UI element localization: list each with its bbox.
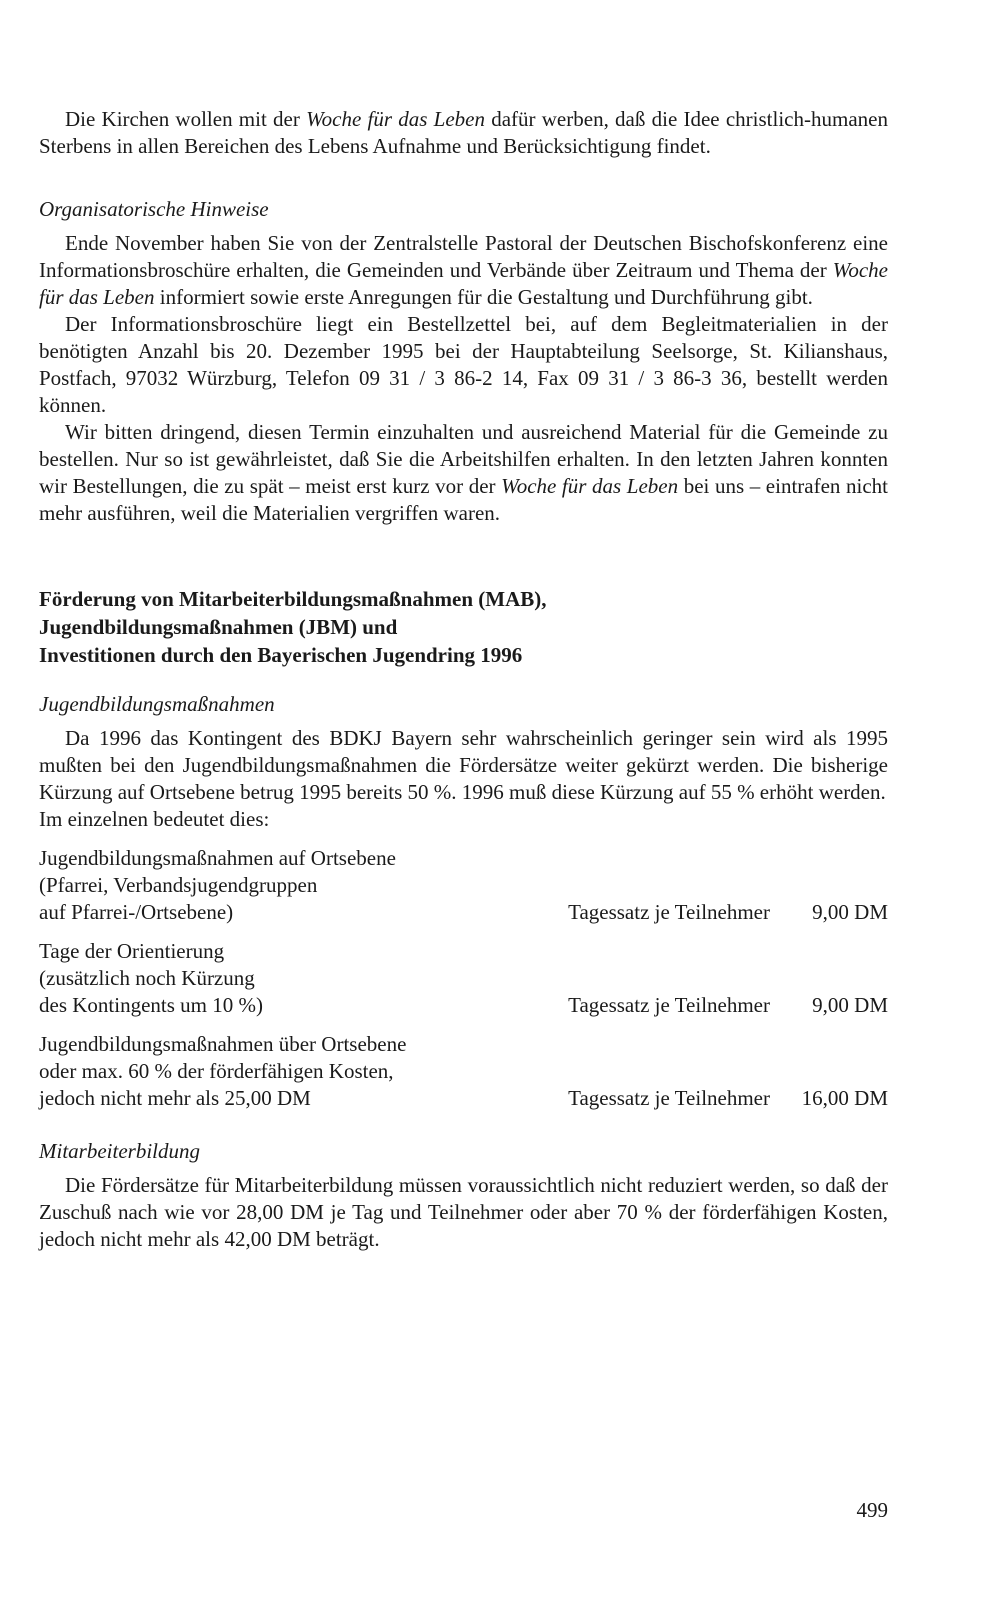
org-paragraph-1: Ende November haben Sie von der Zentralstelle Pastoral der Deutschen Bischofskonferenz eine Informationsbroschüre erhalten, die Gemeinden und Verbände über Zeitraum und Thema der Woche für das Leben informiert sowie erste Anregungen für die Gestaltung und Durchführung gibt. <box>39 231 888 309</box>
rate-row <box>39 1031 888 1112</box>
section-title: Förderung von Mitarbeiterbildungsmaßnahmen (MAB), Jugendbildungsmaßnahmen (JBM) und Investitionen durch den Bayerischen Jugendring 1996 <box>39 587 547 667</box>
emphasis-woche: Woche für das Leben <box>39 258 888 309</box>
emphasis-woche: Woche für das Leben <box>306 107 485 131</box>
rate-label: Tagessatz je Teilnehmer <box>568 1086 770 1110</box>
rate-label: Tagessatz je Teilnehmer <box>568 993 770 1017</box>
section-subheading-jbm: Jugendbildungsmaßnahmen <box>39 692 275 716</box>
rate-row <box>39 845 888 926</box>
rate-amount: 9,00 DM <box>812 993 888 1017</box>
jbm-paragraph-1: Da 1996 das Kontingent des BDKJ Bayern sehr wahrscheinlich geringer sein wird als 1995 mußten bei den Jugendbildungsmaßnahmen die Fördersätze weiter gekürzt werden. Die bisherige Kürzung auf Ortsebene betrug 1995 bereits 50 %. 1996 muß diese Kürzung auf 55 % erhöht werden. <box>39 726 888 804</box>
rate-value <box>568 1085 888 1112</box>
mab-paragraph: Die Fördersätze für Mitarbeiterbildung müssen voraussichtlich nicht reduziert werden, so daß der Zuschuß nach wie vor 28,00 DM je Tag und Teilnehmer oder aber 70 % der förderfähigen Kosten, jedoch nicht mehr als 42,00 DM beträgt. <box>39 1173 888 1251</box>
document-page <box>39 106 888 1253</box>
rate-value <box>568 899 888 926</box>
rate-value <box>568 992 888 1019</box>
rate-amount: 9,00 DM <box>812 900 888 924</box>
rate-label: Tagessatz je Teilnehmer <box>568 900 770 924</box>
org-paragraph-2: Der Informationsbroschüre liegt ein Bestellzettel bei, auf dem Begleitmaterialien in der benötigten Anzahl bis 20. Dezember 1995 bei der Hauptabteilung Seelsorge, St. Kilianshaus, Postfach, 97032 Würzburg, Telefon 09 31 / 3 86-2 14, Fax 09 31 / 3 86-3 36, bestellt werden können. <box>39 312 888 417</box>
section-subheading-mab: Mitarbeiterbildung <box>39 1139 200 1163</box>
intro-paragraph: Die Kirchen wollen mit der Woche für das Leben dafür werben, daß die Idee christlich-humanen Sterbens in allen Bereichen des Lebens Aufnahme und Berücksichtigung findet. <box>39 107 888 158</box>
jbm-paragraph-2: Im einzelnen bedeutet dies: <box>39 807 270 831</box>
rate-description: Tage der Orientierung (zusätzlich noch Kürzung des Kontingents um 10 %) <box>39 939 263 1017</box>
rate-table <box>39 845 888 1112</box>
page-number: 499 <box>856 1498 888 1522</box>
section-subheading-organisation: Organisatorische Hinweise <box>39 197 269 221</box>
rate-description: Jugendbildungsmaßnahmen über Ortsebene oder max. 60 % der förderfähigen Kosten, jedoch nicht mehr als 25,00 DM <box>39 1032 407 1110</box>
org-paragraph-3: Wir bitten dringend, diesen Termin einzuhalten und ausreichend Material für die Gemeinde zu bestellen. Nur so ist gewährleistet, daß Sie die Arbeitshilfen erhalten. In den letzten Jahren konnten wir Bestellungen, die zu spät – meist erst kurz vor der Woche für das Leben bei uns – eintrafen nicht mehr ausführen, weil die Materialien vergriffen waren. <box>39 420 888 525</box>
rate-description: Jugendbildungsmaßnahmen auf Ortsebene (Pfarrei, Verbandsjugendgruppen auf Pfarrei-/Ortsebene) <box>39 846 396 924</box>
rate-row <box>39 938 888 1019</box>
emphasis-woche: Woche für das Leben <box>501 474 679 498</box>
rate-amount: 16,00 DM <box>801 1086 888 1110</box>
